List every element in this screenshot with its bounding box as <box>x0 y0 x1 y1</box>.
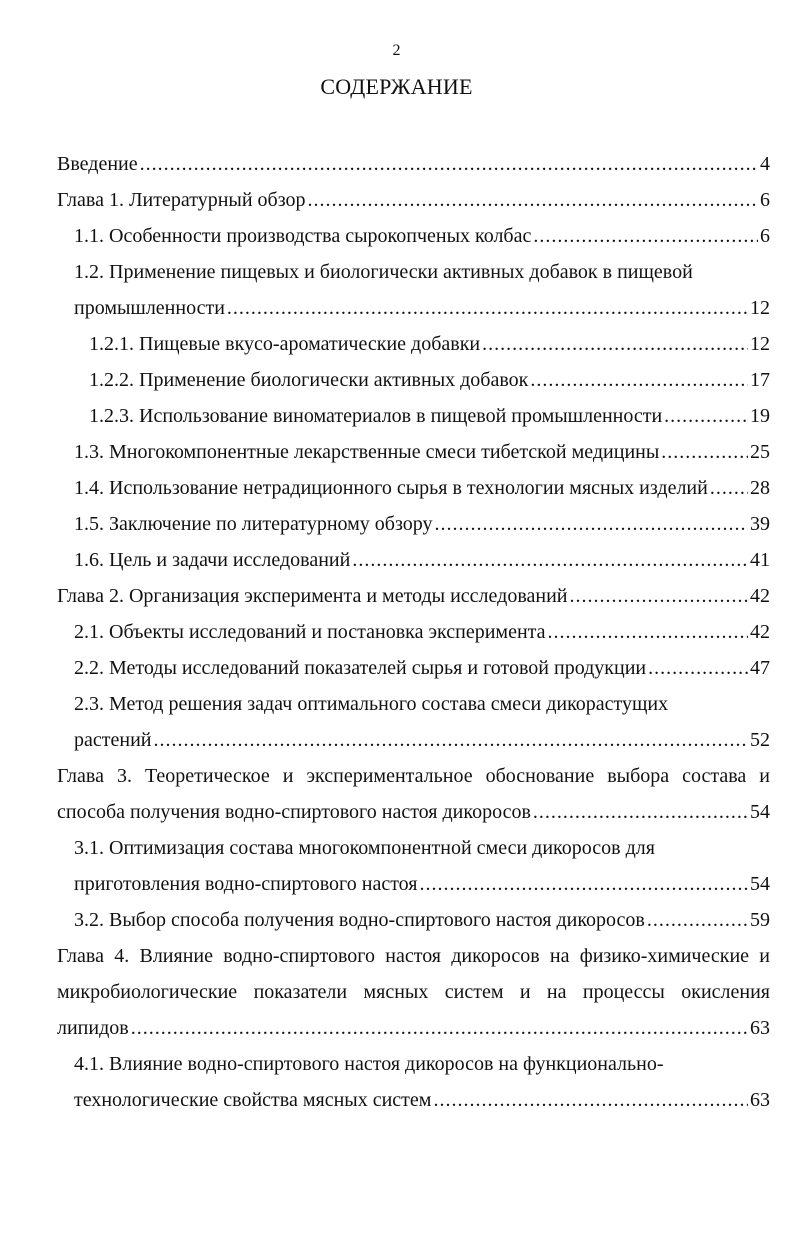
toc-entry <box>57 578 770 614</box>
dot-leader <box>530 362 748 398</box>
toc-entry-text: 1.5. Заключение по литературному обзору <box>74 513 433 535</box>
dot-leader <box>433 1082 748 1118</box>
toc-entry-text: 1.2.3. Использование виноматериалов в пищевой промышленности <box>89 405 663 427</box>
toc-entry-text: 2.3. Метод решения задач оптимального состава смеси дикорастущих <box>74 693 669 715</box>
dot-leader <box>131 1010 748 1046</box>
toc-page-number: 17 <box>750 369 770 391</box>
toc-page-number: 39 <box>750 513 770 535</box>
toc-entry-text: 2.1. Объекты исследований и постановка эксперимента <box>74 621 546 643</box>
toc-page-number: 42 <box>750 585 770 607</box>
toc-page-number: 6 <box>760 225 770 247</box>
toc-entry-text: Глава 1. Литературный обзор <box>57 189 306 211</box>
toc-page-number: 12 <box>750 333 770 355</box>
toc-page-number: 52 <box>750 729 770 751</box>
dot-leader <box>435 506 748 542</box>
toc-entry <box>57 470 770 506</box>
dot-leader <box>647 902 748 938</box>
toc-entry-text: 1.1. Особенности производства сырокопченых колбас <box>74 225 532 247</box>
toc-page-number: 59 <box>750 909 770 931</box>
dot-leader <box>533 794 748 830</box>
toc-entry-text: липидов <box>57 1017 129 1039</box>
dot-leader <box>153 722 748 758</box>
toc-page-number: 54 <box>750 801 770 823</box>
dot-leader <box>710 470 748 506</box>
toc-entry-text: приготовления водно-спиртового настоя <box>74 873 418 895</box>
toc-entry <box>57 146 770 182</box>
toc-entry <box>57 434 770 470</box>
toc-entry-text: Глава 4. Влияние водно-спиртового настоя дикоросов на физико-химические и <box>57 945 770 967</box>
toc-page-number: 42 <box>750 621 770 643</box>
toc-entry-text: 1.2.1. Пищевые вкусо-ароматические добавки <box>89 333 481 355</box>
page-number: 2 <box>392 42 401 59</box>
toc-entry <box>57 398 770 434</box>
toc-entry-text: Глава 2. Организация эксперимента и методы исследований <box>57 585 568 607</box>
toc-entry-text: 4.1. Влияние водно-спиртового настоя дикоросов на функционально- <box>74 1053 664 1075</box>
dot-leader <box>352 542 748 578</box>
dot-leader <box>140 146 758 182</box>
toc-entry-text: Введение <box>57 153 138 175</box>
toc-entry-text: 1.3. Многокомпонентные лекарственные смеси тибетской медицины <box>74 441 660 463</box>
toc-entry <box>57 758 770 830</box>
toc-entry-text: микробиологические показатели мясных систем и на процессы окисления <box>57 981 770 1003</box>
toc-entry <box>57 938 770 1046</box>
dot-leader <box>648 650 748 686</box>
toc-page-number: 63 <box>750 1089 770 1111</box>
toc-entry <box>57 542 770 578</box>
toc-entry-text: 1.2. Применение пищевых и биологически активных добавок в пищевой <box>74 261 693 283</box>
dot-leader <box>661 434 748 470</box>
toc-entry-text: 2.2. Методы исследований показателей сырья и готовой продукции <box>74 657 647 679</box>
toc-entry <box>57 254 770 326</box>
toc-entry-text: промышленности <box>74 297 225 319</box>
toc-entry-text: 1.2.2. Применение биологически активных добавок <box>89 369 529 391</box>
toc-page-number: 4 <box>760 153 770 175</box>
dot-leader <box>664 398 748 434</box>
toc-page-number: 54 <box>750 873 770 895</box>
toc-page-number: 28 <box>750 477 770 499</box>
table-of-contents <box>57 146 770 1118</box>
toc-entry <box>57 182 770 218</box>
dot-leader <box>308 182 759 218</box>
dot-leader <box>227 290 748 326</box>
toc-entry-text: 1.4. Использование нетрадиционного сырья в технологии мясных изделий <box>74 477 708 499</box>
toc-entry-text: способа получения водно-спиртового настоя дикоросов <box>57 801 531 823</box>
toc-entry <box>57 1046 770 1118</box>
toc-entry <box>57 506 770 542</box>
dot-leader <box>548 614 748 650</box>
toc-entry <box>57 326 770 362</box>
toc-page-number: 41 <box>750 549 770 571</box>
toc-entry-text: растений <box>74 729 152 751</box>
toc-page-number: 47 <box>750 657 770 679</box>
toc-entry-text: 3.1. Оптимизация состава многокомпонентной смеси дикоросов для <box>74 837 655 859</box>
toc-entry <box>57 218 770 254</box>
toc-entry <box>57 650 770 686</box>
toc-page-number: 63 <box>750 1017 770 1039</box>
dot-leader <box>570 578 749 614</box>
dot-leader <box>420 866 749 902</box>
toc-entry-text: 1.6. Цель и задачи исследований <box>74 549 351 571</box>
toc-page-number: 12 <box>750 297 770 319</box>
dot-leader <box>533 218 758 254</box>
toc-entry <box>57 362 770 398</box>
toc-page-number: 6 <box>760 189 770 211</box>
toc-page-number: 19 <box>750 405 770 427</box>
toc-entry <box>57 902 770 938</box>
toc-entry <box>57 830 770 902</box>
toc-entry <box>57 614 770 650</box>
toc-entry-text: 3.2. Выбор способа получения водно-спиртового настоя дикоросов <box>74 909 645 931</box>
toc-entry-text: технологические свойства мясных систем <box>74 1089 432 1111</box>
toc-entry <box>57 686 770 758</box>
dot-leader <box>482 326 748 362</box>
toc-page-number: 25 <box>750 441 770 463</box>
page-title: СОДЕРЖАНИЕ <box>320 74 473 99</box>
toc-entry-text: Глава 3. Теоретическое и экспериментальное обоснование выбора состава и <box>57 765 770 787</box>
